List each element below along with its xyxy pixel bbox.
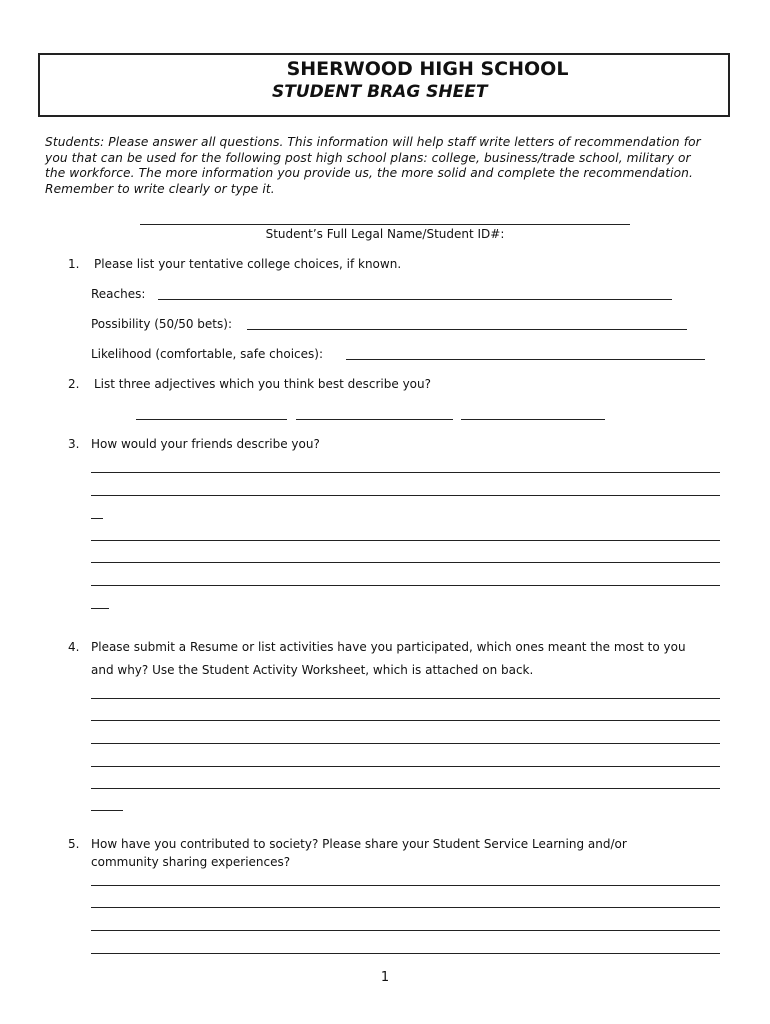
q3-answer-line[interactable] <box>91 585 720 586</box>
adjective-field-3[interactable] <box>461 419 605 420</box>
intro-line: Students: Please answer all questions. This information will help staff write letters of recommendation for <box>45 135 701 149</box>
q4-number: 4. <box>68 640 80 654</box>
possibility-label: Possibility (50/50 bets): <box>91 317 232 331</box>
q3-answer-line[interactable] <box>91 518 103 519</box>
q3-answer-line[interactable] <box>91 608 109 609</box>
q4-text-line2: and why? Use the Student Activity Worksheet, which is attached on back. <box>91 663 534 677</box>
page-number: 1 <box>380 970 390 985</box>
q3-number: 3. <box>68 437 80 451</box>
adjective-field-2[interactable] <box>296 419 453 420</box>
adjective-field-1[interactable] <box>136 419 287 420</box>
q3-answer-line[interactable] <box>91 540 720 541</box>
q4-answer-line[interactable] <box>91 766 720 767</box>
intro-line: the workforce. The more information you provide us, the more solid and complete the recommendation. <box>45 166 693 180</box>
q4-answer-line[interactable] <box>91 698 720 699</box>
q4-text-line1: Please submit a Resume or list activities have you participated, which ones meant the most to you <box>91 640 686 654</box>
q5-text-line1: How have you contributed to society? Please share your Student Service Learning and/or <box>91 837 627 851</box>
q5-answer-line[interactable] <box>91 930 720 931</box>
q2-number: 2. <box>68 377 80 391</box>
q5-answer-line[interactable] <box>91 953 720 954</box>
q1-number: 1. <box>68 257 80 271</box>
q5-answer-line[interactable] <box>91 907 720 908</box>
student-name-label: Student’s Full Legal Name/Student ID#: <box>265 227 505 241</box>
q4-answer-line[interactable] <box>91 743 720 744</box>
intro-line: you that can be used for the following post high school plans: college, business/trade school, military or <box>45 150 691 165</box>
likelihood-label: Likelihood (comfortable, safe choices): <box>91 347 324 361</box>
reaches-field[interactable] <box>158 299 672 300</box>
q5-answer-line[interactable] <box>91 885 720 886</box>
student-name-field[interactable] <box>140 224 630 225</box>
q3-answer-line[interactable] <box>91 495 720 496</box>
q5-number: 5. <box>68 837 80 851</box>
likelihood-field[interactable] <box>346 359 705 360</box>
q5-text-line2: community sharing experiences? <box>91 855 291 869</box>
possibility-field[interactable] <box>247 329 687 330</box>
intro-line: Remember to write clearly or type it. <box>45 181 275 196</box>
q2-text: List three adjectives which you think best describe you? <box>94 377 431 391</box>
reaches-label: Reaches: <box>91 287 146 301</box>
q3-text: How would your friends describe you? <box>91 437 320 451</box>
q4-answer-line[interactable] <box>91 810 123 811</box>
q3-answer-line[interactable] <box>91 562 720 563</box>
instructions-paragraph <box>45 135 735 197</box>
q1-text: Please list your tentative college choices, if known. <box>94 257 402 271</box>
sheet-title: STUDENT BRAG SHEET <box>272 82 488 102</box>
q4-answer-line[interactable] <box>91 720 720 721</box>
q3-answer-line[interactable] <box>91 472 720 473</box>
q4-answer-line[interactable] <box>91 788 720 789</box>
school-name: SHERWOOD HIGH SCHOOL <box>286 58 569 80</box>
